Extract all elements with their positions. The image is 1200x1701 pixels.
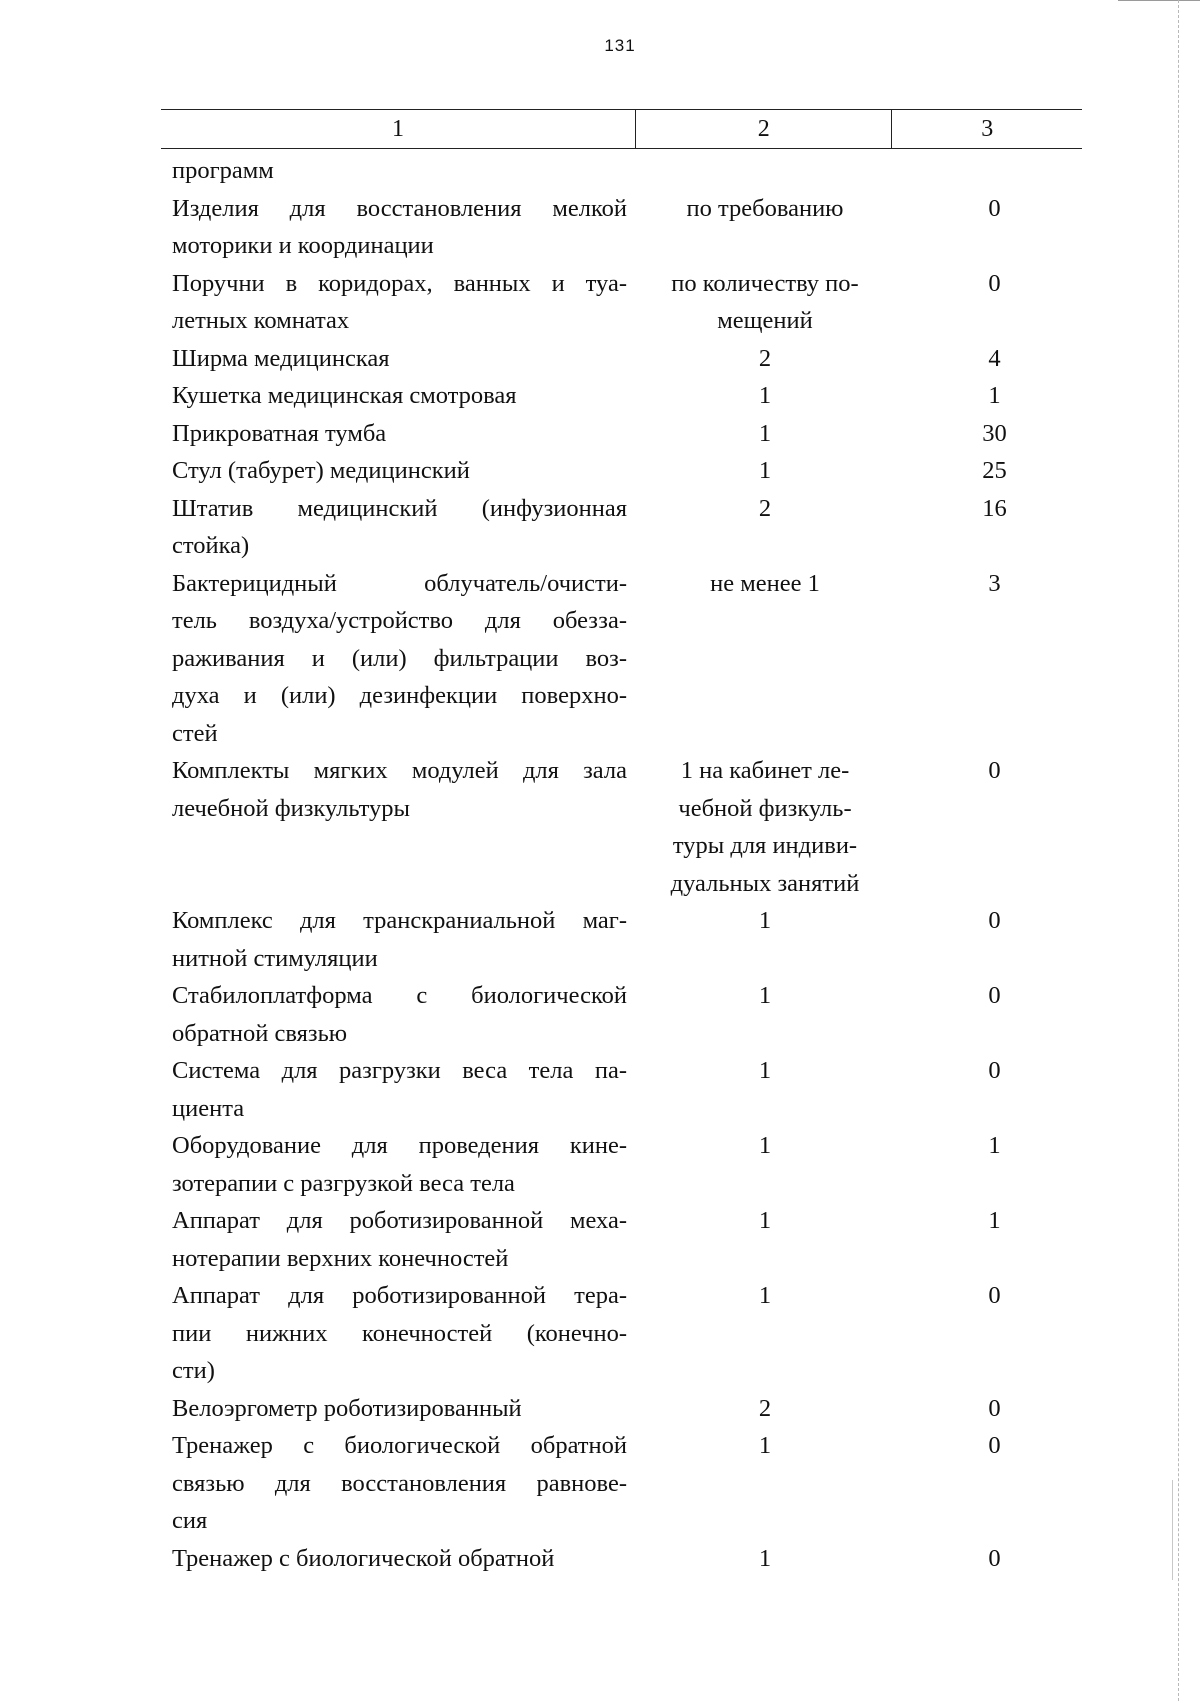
equipment-name-line: Тренажер с биологической обратной [172,1432,627,1459]
required-quantity-line: по требованию [686,194,844,222]
equipment-name-line: связью для восстановления равнове- [172,1469,627,1497]
required-quantity [627,490,903,565]
required-quantity-line: 1 [758,1544,772,1572]
table-row [172,752,1082,902]
equipment-name-line: стей [172,719,218,747]
required-quantity-line: не менее 1 [710,569,820,597]
equipment-name [172,1277,627,1390]
required-quantity-line: 1 [758,1057,772,1084]
available-quantity: 0 [988,269,1001,297]
equipment-name-line: Аппарат для роботизированной меха- [172,1207,627,1234]
equipment-name-line: летных комнатах [172,307,350,334]
equipment-name-line: зотерапии с разгрузкой веса тела [172,1169,515,1197]
required-quantity [627,1277,903,1390]
available-quantity: 0 [988,757,1001,784]
required-quantity [627,152,903,190]
equipment-name [172,752,627,902]
equipment-name-line: циента [172,1094,245,1122]
table-row [172,1540,1082,1578]
required-quantity-line: чебной физкуль- [678,794,852,822]
required-quantity-line: 1 на кабинет ле- [680,757,850,784]
required-quantity [627,452,903,490]
required-quantity [627,377,903,415]
required-quantity-line: 1 [758,982,772,1009]
table-row [172,1052,1082,1127]
page-number: 131 [604,36,636,55]
equipment-name-line: Бактерицидный облучатель/очисти- [172,569,627,597]
equipment-name-line: Тренажер с биологической обратной [172,1544,555,1572]
table-row [172,415,1082,453]
equipment-name-line: тель воздуха/устройство для обезза- [172,607,627,634]
header-col-3: 3 [981,115,994,142]
required-quantity-line: 1 [758,382,772,409]
table-row [172,152,1082,190]
required-quantity [627,1202,903,1277]
available-quantity: 1 [988,1207,1001,1234]
table-row [172,1427,1082,1540]
table-header [161,109,1082,149]
required-quantity [627,977,903,1052]
equipment-name-line: Ширма медицинская [172,344,390,372]
equipment-name-line: Прикроватная тумба [172,419,387,447]
required-quantity-line: 1 [758,1282,772,1309]
required-quantity [627,1540,903,1578]
equipment-name-line: пии нижних конечностей (конечно- [172,1319,627,1347]
required-quantity-line: 1 [758,419,772,447]
equipment-name [172,190,627,265]
equipment-name-line: нитной стимуляции [172,944,378,972]
scan-edge-right-mark [1172,1480,1173,1580]
required-quantity [627,752,903,902]
available-quantity: 0 [988,1544,1001,1572]
available-quantity: 0 [988,1057,1001,1084]
equipment-name [172,490,627,565]
table-body [172,152,1082,1577]
available-quantity: 0 [988,1394,1001,1422]
available-quantity: 0 [988,982,1001,1009]
equipment-name-line: стойка) [172,532,250,559]
required-quantity-line: 1 [758,907,772,934]
equipment-name-line: сти) [172,1357,215,1384]
table-row [172,490,1082,565]
equipment-name-line: лечебной физкультуры [172,794,410,822]
table-row [172,340,1082,378]
available-quantity: 4 [988,344,1001,372]
available-quantity: 0 [988,1282,1001,1309]
available-quantity: 3 [988,569,1001,597]
available-quantity: 30 [982,419,1007,447]
equipment-name [172,340,627,378]
table-row [172,452,1082,490]
table-row [172,1390,1082,1428]
equipment-name-line: Велоэргометр роботизированный [172,1394,522,1422]
required-quantity-line: дуальных занятий [670,869,860,897]
table-row [172,1202,1082,1277]
equipment-name [172,415,627,453]
header-col-1: 1 [161,110,636,148]
required-quantity-line: 2 [758,494,772,522]
available-quantity: 0 [988,907,1001,934]
equipment-name-line: Система для разгрузки веса тела па- [172,1057,627,1084]
available-quantity [903,152,1082,190]
equipment-name-line: Кушетка медицинская смотровая [172,382,517,409]
required-quantity [627,1127,903,1202]
equipment-name [172,565,627,753]
table-row [172,377,1082,415]
header-col-2: 2 [636,110,892,148]
table-row [172,1277,1082,1390]
equipment-name [172,1540,627,1578]
equipment-name [172,1052,627,1127]
equipment-name-line: Комплекс для транскраниальной маг- [172,907,627,934]
equipment-name-line: раживания и (или) фильтрации воз- [172,644,627,672]
required-quantity-line: по количеству по- [671,269,859,297]
equipment-name-line: Комплекты мягких модулей для зала [172,757,627,784]
required-quantity-line: 2 [758,1394,772,1422]
required-quantity-line: 2 [758,344,772,372]
required-quantity-line: туры для индиви- [672,832,858,859]
required-quantity [627,1427,903,1540]
required-quantity-line: 1 [758,457,772,484]
equipment-name-line: моторики и координации [172,232,434,259]
required-quantity-line: мещений [717,307,813,334]
required-quantity [627,340,903,378]
required-quantity [627,415,903,453]
table-row [172,902,1082,977]
equipment-name-line: Поручни в коридорах, ванных и туа- [172,269,627,297]
required-quantity [627,1390,903,1428]
available-quantity: 25 [982,457,1007,484]
table-row [172,565,1082,753]
scan-edge-right [1178,0,1179,1701]
available-quantity: 16 [982,494,1007,522]
equipment-name-line: программ [172,157,274,184]
equipment-name-line: нотерапии верхних конечностей [172,1244,509,1272]
available-quantity: 1 [988,382,1001,409]
equipment-name [172,1202,627,1277]
required-quantity [627,1052,903,1127]
equipment-name [172,452,627,490]
equipment-name [172,977,627,1052]
required-quantity [627,265,903,340]
scan-edge-top [1118,0,1200,1]
required-quantity-line: 1 [758,1432,772,1459]
equipment-name-line: обратной связью [172,1019,348,1047]
available-quantity: 1 [988,1132,1001,1159]
equipment-name-line: сия [172,1507,208,1534]
equipment-name-line: Стул (табурет) медицинский [172,457,470,484]
equipment-name-line: Аппарат для роботизированной тера- [172,1282,627,1309]
equipment-name-line: Стабилоплатформа с биологической [172,982,627,1009]
required-quantity-line: 1 [758,1132,772,1159]
available-quantity: 0 [988,194,1001,222]
table-row [172,977,1082,1052]
required-quantity [627,902,903,977]
table-row [172,265,1082,340]
equipment-name-line: Штатив медицинский (инфузионная [172,494,627,522]
equipment-name [172,1427,627,1540]
equipment-name-line: духа и (или) дезинфекции поверхно- [172,682,627,709]
equipment-name-line: Оборудование для проведения кине- [172,1132,627,1159]
equipment-name [172,902,627,977]
equipment-name-line: Изделия для восстановления мелкой [172,194,627,222]
required-quantity-line: 1 [758,1207,772,1234]
equipment-name [172,377,627,415]
equipment-name [172,1127,627,1202]
equipment-name [172,265,627,340]
table-row [172,1127,1082,1202]
required-quantity [627,190,903,265]
equipment-name [172,152,627,190]
table-row [172,190,1082,265]
equipment-name [172,1390,627,1428]
available-quantity: 0 [988,1432,1001,1459]
required-quantity [627,565,903,753]
